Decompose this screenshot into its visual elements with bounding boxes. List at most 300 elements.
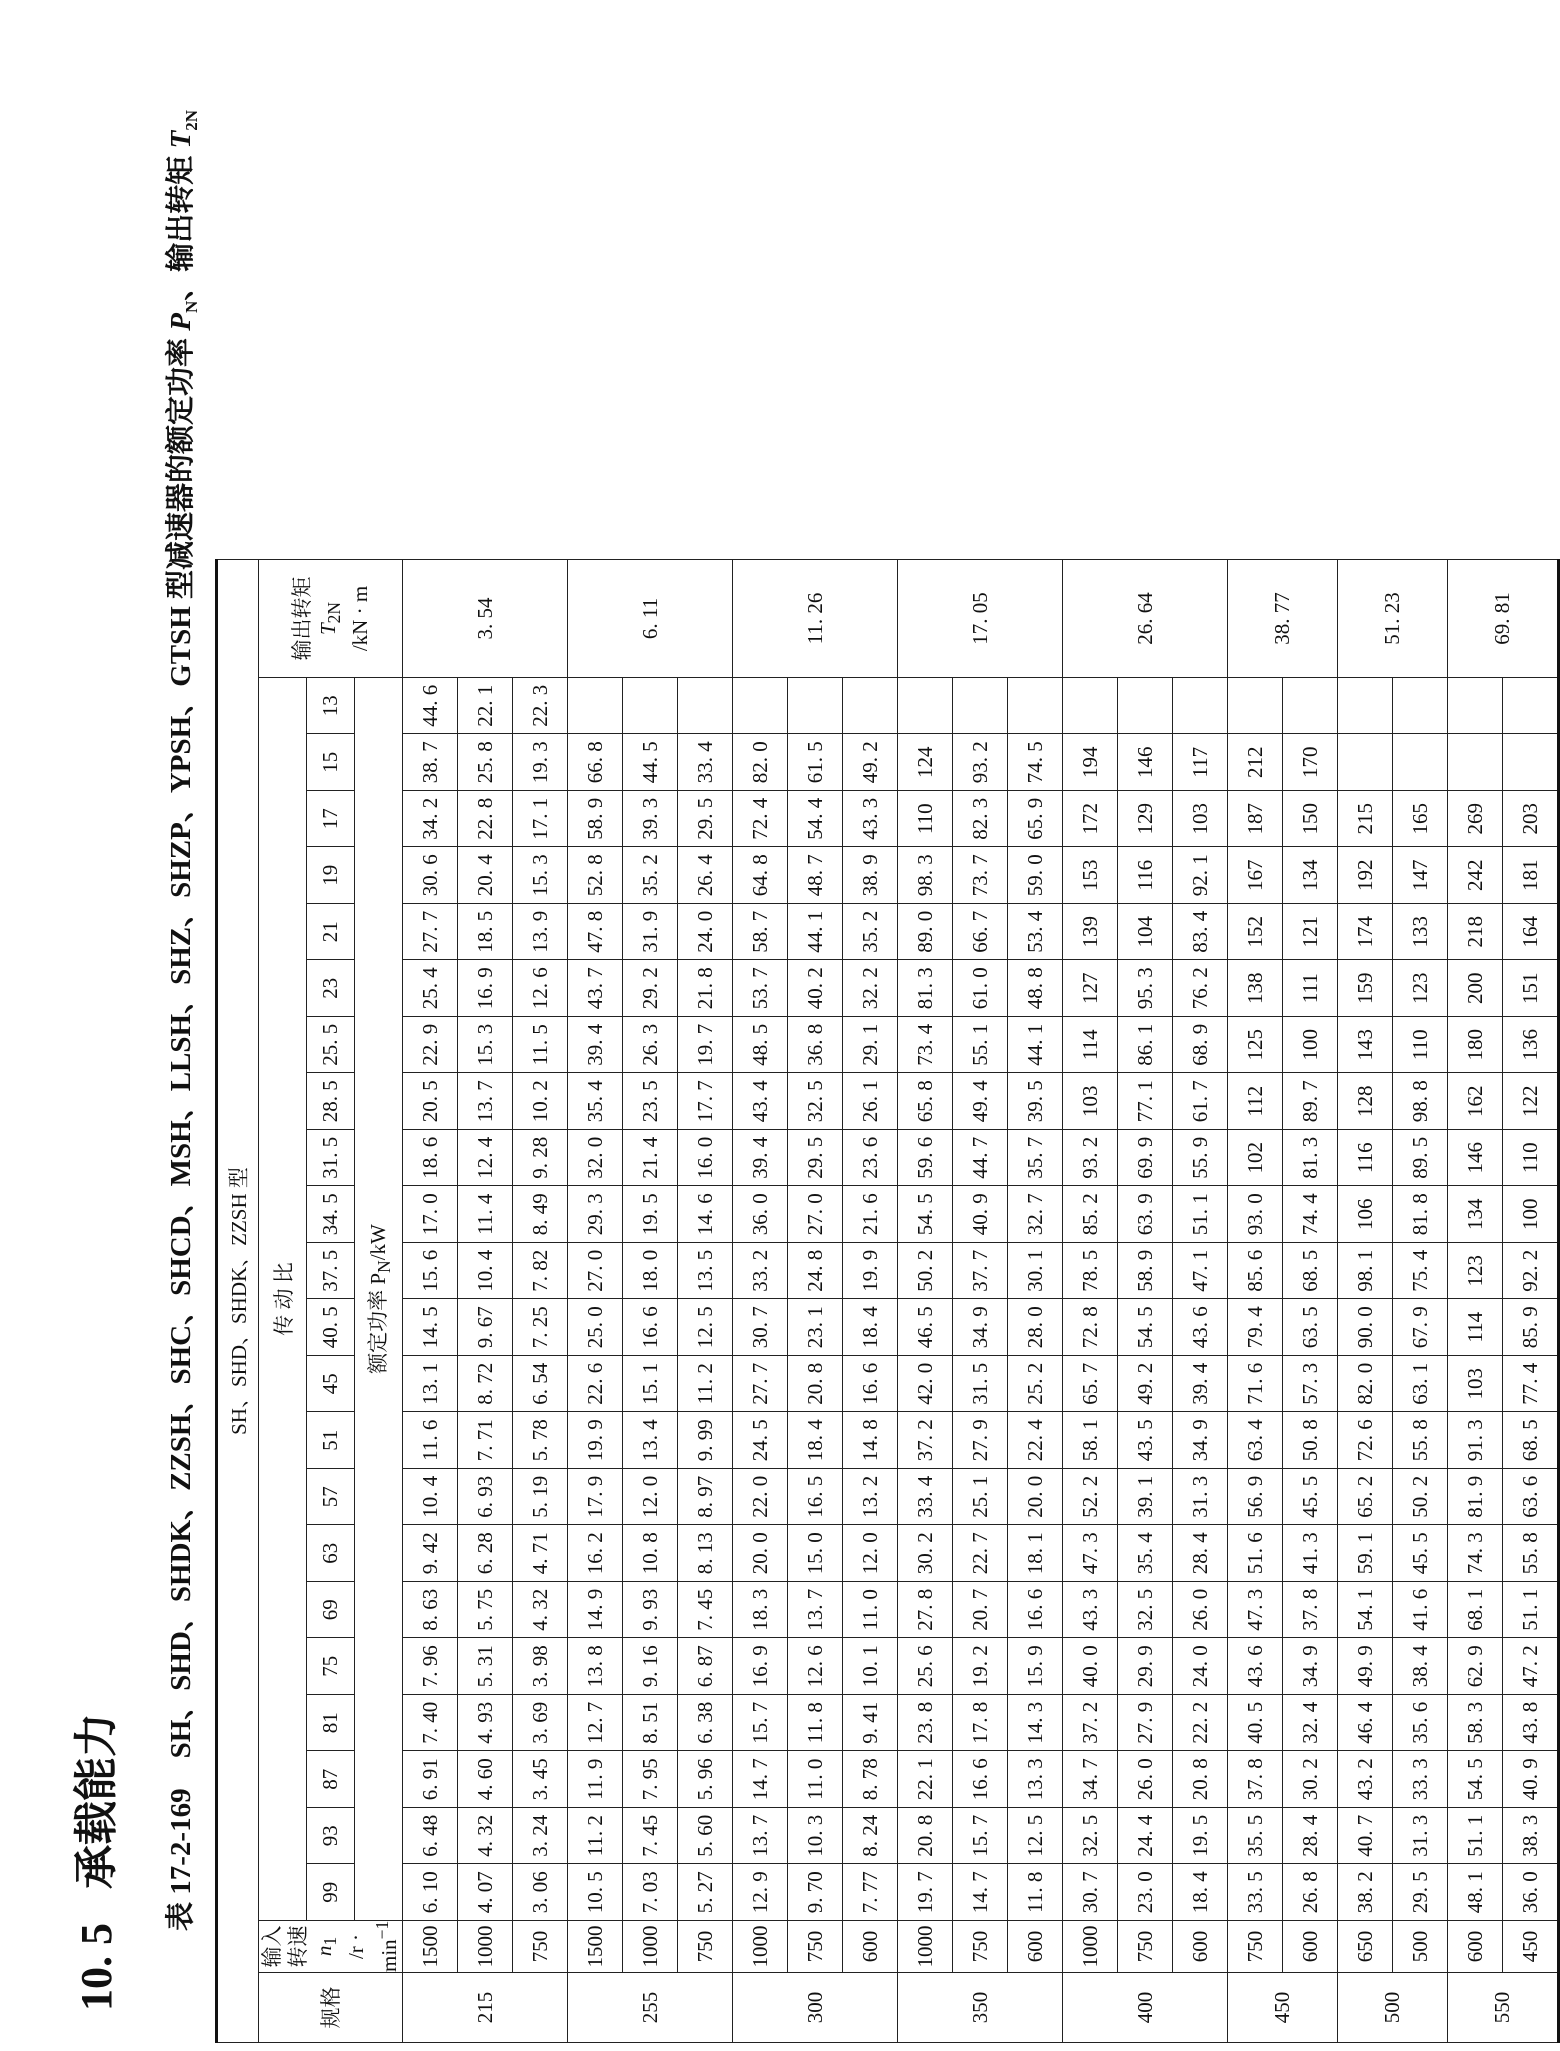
table-title-mid: 、输出转矩: [165, 148, 197, 301]
power-value-cell: 103: [1063, 1073, 1118, 1130]
power-value-cell: 44. 5: [623, 734, 678, 791]
size-cell: 400: [1063, 1973, 1228, 2043]
power-value-cell: 128: [1338, 1073, 1393, 1130]
output-torque-cell: 11. 26: [733, 559, 898, 677]
power-value-cell: 67. 9: [1393, 1299, 1448, 1356]
power-value-cell: 63. 4: [1228, 1412, 1283, 1469]
power-value-cell: 114: [1063, 1017, 1118, 1074]
power-value-cell: 54. 5: [1118, 1299, 1173, 1356]
power-value-cell: 34. 9: [1283, 1638, 1338, 1695]
ratio-cell: 15: [307, 734, 355, 791]
power-value-cell: 172: [1063, 791, 1118, 848]
power-value-cell: 4. 60: [458, 1751, 513, 1808]
power-value-cell: [1283, 678, 1338, 735]
power-value-cell: 6. 87: [678, 1638, 733, 1695]
power-value-cell: 13. 3: [1008, 1751, 1063, 1808]
output-torque-symbol: T: [315, 623, 340, 636]
output-torque-cell: 17. 05: [898, 559, 1063, 677]
ratio-cell: 93: [307, 1808, 355, 1865]
power-value-cell: [1503, 734, 1559, 791]
power-value-cell: 65. 2: [1338, 1469, 1393, 1526]
power-value-cell: 12. 6: [788, 1638, 843, 1695]
power-value-cell: 194: [1063, 734, 1118, 791]
power-value-cell: 48. 8: [1008, 960, 1063, 1017]
power-value-cell: 77. 4: [1503, 1356, 1559, 1413]
power-value-cell: 8. 78: [843, 1751, 898, 1808]
output-torque-header: [259, 559, 403, 677]
power-value-cell: 44. 7: [953, 1130, 1008, 1187]
power-value-cell: 187: [1228, 791, 1283, 848]
power-subscript: N: [181, 300, 201, 313]
power-value-cell: 59. 6: [898, 1130, 953, 1187]
power-value-cell: 18. 5: [458, 904, 513, 961]
power-value-cell: 28. 4: [1283, 1808, 1338, 1865]
power-value-cell: 33. 2: [733, 1243, 788, 1300]
power-value-cell: 49. 2: [843, 734, 898, 791]
power-value-cell: 3. 69: [513, 1695, 568, 1752]
power-value-cell: 20. 5: [403, 1073, 458, 1130]
power-value-cell: 26. 1: [843, 1073, 898, 1130]
power-value-cell: 16. 9: [458, 960, 513, 1017]
power-value-cell: 6. 93: [458, 1469, 513, 1526]
size-cell: 255: [568, 1973, 733, 2043]
power-value-cell: [1228, 678, 1283, 735]
power-value-cell: 35. 2: [843, 904, 898, 961]
power-value-cell: 79. 4: [1228, 1299, 1283, 1356]
power-value-cell: 38. 2: [1338, 1864, 1393, 1921]
power-value-cell: 102: [1228, 1130, 1283, 1187]
power-value-cell: 93. 2: [1063, 1130, 1118, 1187]
power-value-cell: 9. 42: [403, 1525, 458, 1582]
power-value-cell: 32. 5: [788, 1073, 843, 1130]
power-value-cell: 13. 8: [568, 1638, 623, 1695]
power-value-cell: 114: [1448, 1299, 1503, 1356]
input-speed-cell: 650: [1338, 1921, 1393, 1973]
power-value-cell: 78. 5: [1063, 1243, 1118, 1300]
input-speed-cell: 750: [953, 1921, 1008, 1973]
power-value-cell: 76. 2: [1173, 960, 1228, 1017]
power-value-cell: 63. 9: [1118, 1186, 1173, 1243]
power-value-cell: 20. 0: [1008, 1469, 1063, 1526]
power-value-cell: 16. 0: [678, 1130, 733, 1187]
power-value-cell: 180: [1448, 1017, 1503, 1074]
power-value-cell: 32. 2: [843, 960, 898, 1017]
power-value-cell: 12. 5: [1008, 1808, 1063, 1865]
input-speed-cell: 1000: [623, 1921, 678, 1973]
power-value-cell: 22. 8: [458, 791, 513, 848]
rating-table: [215, 559, 1560, 2043]
power-value-cell: 138: [1228, 960, 1283, 1017]
power-value-cell: 127: [1063, 960, 1118, 1017]
table-row: [1393, 559, 1448, 2042]
power-value-cell: 10. 8: [623, 1525, 678, 1582]
power-value-cell: 5. 78: [513, 1412, 568, 1469]
power-value-cell: 133: [1393, 904, 1448, 961]
power-value-cell: 125: [1228, 1017, 1283, 1074]
power-value-cell: 38. 7: [403, 734, 458, 791]
power-value-cell: 40. 2: [788, 960, 843, 1017]
power-value-cell: 22. 1: [458, 678, 513, 735]
power-value-cell: 37. 8: [1283, 1582, 1338, 1639]
power-value-cell: 18. 6: [403, 1130, 458, 1187]
input-speed-exponent: −1: [372, 1920, 393, 1940]
table-caption: [158, 110, 202, 1931]
input-speed-header: [259, 1921, 403, 1973]
power-value-cell: 19. 2: [953, 1638, 1008, 1695]
power-value-cell: 44. 1: [788, 904, 843, 961]
power-value-cell: 58. 9: [1118, 1243, 1173, 1300]
power-value-cell: 18. 4: [1173, 1864, 1228, 1921]
power-value-cell: 8. 13: [678, 1525, 733, 1582]
power-value-cell: 17. 7: [678, 1073, 733, 1130]
power-value-cell: 66. 8: [568, 734, 623, 791]
power-value-cell: 129: [1118, 791, 1173, 848]
power-value-cell: 11. 8: [788, 1695, 843, 1752]
power-value-cell: 40. 9: [953, 1186, 1008, 1243]
power-value-cell: 16. 6: [1008, 1582, 1063, 1639]
power-value-cell: 20. 4: [458, 847, 513, 904]
power-value-cell: 55. 8: [1393, 1412, 1448, 1469]
table-row: [678, 559, 733, 2042]
power-value-cell: 9. 70: [788, 1864, 843, 1921]
power-value-cell: 45. 5: [1393, 1525, 1448, 1582]
size-cell: 215: [403, 1973, 568, 2043]
power-value-cell: 8. 72: [458, 1356, 513, 1413]
power-value-cell: 152: [1228, 904, 1283, 961]
ratio-header: 传 动 比: [259, 678, 307, 1921]
power-value-cell: 49. 2: [1118, 1356, 1173, 1413]
table-row: [403, 559, 458, 2042]
power-value-cell: 58. 1: [1063, 1412, 1118, 1469]
input-speed-unit: /r · min: [344, 1933, 402, 1972]
power-value-cell: 3. 45: [513, 1751, 568, 1808]
power-value-cell: 95. 3: [1118, 960, 1173, 1017]
ratio-cell: 37. 5: [307, 1243, 355, 1300]
power-value-cell: 24. 0: [678, 904, 733, 961]
power-value-cell: 6. 54: [513, 1356, 568, 1413]
power-value-cell: 73. 7: [953, 847, 1008, 904]
power-value-cell: 13. 7: [458, 1073, 513, 1130]
power-value-cell: 4. 32: [458, 1808, 513, 1865]
power-value-cell: 5. 75: [458, 1582, 513, 1639]
power-value-cell: 25. 8: [458, 734, 513, 791]
power-value-cell: 61. 7: [1173, 1073, 1228, 1130]
power-value-cell: 30. 1: [1008, 1243, 1063, 1300]
power-value-cell: 72. 6: [1338, 1412, 1393, 1469]
power-value-cell: 7. 25: [513, 1299, 568, 1356]
power-value-cell: 25. 4: [403, 960, 458, 1017]
power-value-cell: 72. 8: [1063, 1299, 1118, 1356]
power-value-cell: 29. 5: [788, 1130, 843, 1187]
power-value-cell: 4. 07: [458, 1864, 513, 1921]
power-value-cell: 43. 6: [1228, 1638, 1283, 1695]
power-value-cell: 43. 4: [733, 1073, 788, 1130]
power-value-cell: 39. 3: [623, 791, 678, 848]
power-value-cell: 18. 4: [788, 1412, 843, 1469]
ratio-cell: 69: [307, 1582, 355, 1639]
power-value-cell: 39. 1: [1118, 1469, 1173, 1526]
power-value-cell: 14. 5: [403, 1299, 458, 1356]
power-value-cell: 14. 7: [953, 1864, 1008, 1921]
power-value-cell: 8. 63: [403, 1582, 458, 1639]
power-value-cell: 106: [1338, 1186, 1393, 1243]
ratio-cell: 45: [307, 1356, 355, 1413]
power-value-cell: 51. 1: [1448, 1808, 1503, 1865]
power-value-cell: 22. 2: [1173, 1695, 1228, 1752]
power-value-cell: 104: [1118, 904, 1173, 961]
power-value-cell: 82. 0: [733, 734, 788, 791]
power-value-cell: 38. 3: [1503, 1808, 1559, 1865]
power-value-cell: 6. 91: [403, 1751, 458, 1808]
power-value-cell: 41. 6: [1393, 1582, 1448, 1639]
table-row: [458, 559, 513, 2042]
power-value-cell: [1393, 678, 1448, 735]
table-row: [788, 559, 843, 2042]
power-value-cell: 74. 4: [1283, 1186, 1338, 1243]
input-speed-cell: 1000: [898, 1921, 953, 1973]
power-value-cell: 20. 7: [953, 1582, 1008, 1639]
power-value-cell: 42. 0: [898, 1356, 953, 1413]
power-value-cell: 39. 4: [733, 1130, 788, 1187]
input-speed-cell: 1000: [458, 1921, 513, 1973]
power-value-cell: 73. 4: [898, 1017, 953, 1074]
power-value-cell: 34. 9: [1173, 1412, 1228, 1469]
power-value-cell: 21. 4: [623, 1130, 678, 1187]
power-value-cell: 117: [1173, 734, 1228, 791]
power-value-cell: [1393, 734, 1448, 791]
power-value-cell: 68. 9: [1173, 1017, 1228, 1074]
power-value-cell: 13. 5: [678, 1243, 733, 1300]
power-value-cell: 242: [1448, 847, 1503, 904]
power-value-cell: 103: [1448, 1356, 1503, 1413]
power-value-cell: [568, 678, 623, 735]
power-value-cell: 85. 2: [1063, 1186, 1118, 1243]
input-speed-cell: 600: [1008, 1921, 1063, 1973]
size-cell: 450: [1228, 1973, 1338, 2043]
power-value-cell: 11. 4: [458, 1186, 513, 1243]
power-value-cell: 81. 9: [1448, 1469, 1503, 1526]
power-value-cell: 5. 19: [513, 1469, 568, 1526]
input-speed-cell: 600: [1448, 1921, 1503, 1973]
power-value-cell: 18. 0: [623, 1243, 678, 1300]
table-row: [1503, 559, 1559, 2042]
table-row: [1118, 559, 1173, 2042]
power-value-cell: 55. 9: [1173, 1130, 1228, 1187]
power-value-cell: 14. 3: [1008, 1695, 1063, 1752]
power-value-cell: 116: [1338, 1130, 1393, 1187]
power-value-cell: 47. 1: [1173, 1243, 1228, 1300]
power-value-cell: 40. 7: [1338, 1808, 1393, 1865]
ratio-cell: 13: [307, 678, 355, 735]
group-header: SH、SHD、SHDK、ZZSH 型: [217, 559, 259, 2042]
power-value-cell: 12. 0: [623, 1469, 678, 1526]
power-value-cell: 54. 5: [898, 1186, 953, 1243]
power-value-cell: 7. 82: [513, 1243, 568, 1300]
ratio-cell: 21: [307, 904, 355, 961]
power-value-cell: 43. 3: [843, 791, 898, 848]
power-value-cell: 17. 1: [513, 791, 568, 848]
power-value-cell: 23. 5: [623, 1073, 678, 1130]
power-value-cell: 92. 2: [1503, 1243, 1559, 1300]
power-value-cell: 37. 8: [1228, 1751, 1283, 1808]
power-value-cell: 48. 5: [733, 1017, 788, 1074]
power-value-cell: 18. 3: [733, 1582, 788, 1639]
power-value-cell: [898, 678, 953, 735]
table-row: [1283, 559, 1338, 2042]
power-value-cell: 39. 5: [1008, 1073, 1063, 1130]
power-value-cell: 7. 96: [403, 1638, 458, 1695]
power-value-cell: 147: [1393, 847, 1448, 904]
power-value-cell: 146: [1448, 1130, 1503, 1187]
rated-power-label: 额定功率 P: [366, 1272, 391, 1374]
power-value-cell: 82. 0: [1338, 1356, 1393, 1413]
section-title: 承载能力: [72, 1713, 121, 1889]
power-value-cell: 37. 2: [898, 1412, 953, 1469]
power-value-cell: 7. 77: [843, 1864, 898, 1921]
power-value-cell: 57. 3: [1283, 1356, 1338, 1413]
power-value-cell: 51. 6: [1228, 1525, 1283, 1582]
power-value-cell: 33. 4: [898, 1469, 953, 1526]
power-value-cell: 13. 7: [788, 1582, 843, 1639]
power-value-cell: 43. 8: [1503, 1695, 1559, 1752]
power-value-cell: 36. 8: [788, 1017, 843, 1074]
power-value-cell: 10. 3: [788, 1808, 843, 1865]
power-value-cell: 30. 2: [898, 1525, 953, 1582]
power-value-cell: 13. 9: [513, 904, 568, 961]
power-value-cell: 34. 2: [403, 791, 458, 848]
power-value-cell: 27. 9: [1118, 1695, 1173, 1752]
power-value-cell: 181: [1503, 847, 1559, 904]
power-value-cell: 56. 9: [1228, 1469, 1283, 1526]
power-value-cell: 3. 06: [513, 1864, 568, 1921]
power-value-cell: 61. 5: [788, 734, 843, 791]
power-value-cell: 27. 8: [898, 1582, 953, 1639]
power-value-cell: 33. 5: [1228, 1864, 1283, 1921]
power-value-cell: 89. 7: [1283, 1073, 1338, 1130]
power-value-cell: 19. 9: [568, 1412, 623, 1469]
power-value-cell: 21. 6: [843, 1186, 898, 1243]
power-value-cell: 16. 5: [788, 1469, 843, 1526]
power-value-cell: 72. 4: [733, 791, 788, 848]
power-value-cell: 48. 1: [1448, 1864, 1503, 1921]
power-value-cell: 29. 3: [568, 1186, 623, 1243]
input-speed-cell: 600: [1283, 1921, 1338, 1973]
power-value-cell: 24. 8: [788, 1243, 843, 1300]
power-value-cell: 6. 28: [458, 1525, 513, 1582]
input-speed-cell: 1500: [403, 1921, 458, 1973]
power-value-cell: 52. 2: [1063, 1469, 1118, 1526]
power-value-cell: [1338, 678, 1393, 735]
input-speed-cell: 450: [1503, 1921, 1559, 1973]
power-value-cell: 43. 3: [1063, 1582, 1118, 1639]
power-value-cell: 50. 2: [1393, 1469, 1448, 1526]
ratio-cell: 34. 5: [307, 1186, 355, 1243]
power-value-cell: 35. 4: [1118, 1525, 1173, 1582]
size-cell: 500: [1338, 1973, 1448, 2043]
power-value-cell: 47. 3: [1228, 1582, 1283, 1639]
power-value-cell: 40. 9: [1503, 1751, 1559, 1808]
power-value-cell: 22. 0: [733, 1469, 788, 1526]
rating-table-container: [215, 559, 1560, 2043]
power-value-cell: 63. 5: [1283, 1299, 1338, 1356]
input-speed-cell: 750: [1118, 1921, 1173, 1973]
power-value-cell: 17. 9: [568, 1469, 623, 1526]
power-value-cell: 65. 8: [898, 1073, 953, 1130]
power-value-cell: [1063, 678, 1118, 735]
power-value-cell: 34. 7: [1063, 1751, 1118, 1808]
power-value-cell: 12. 5: [678, 1299, 733, 1356]
power-value-cell: 89. 5: [1393, 1130, 1448, 1187]
power-value-cell: 52. 8: [568, 847, 623, 904]
header-row-group: [217, 559, 259, 2042]
power-value-cell: 124: [898, 734, 953, 791]
ratio-cell: 81: [307, 1695, 355, 1752]
power-value-cell: 16. 6: [623, 1299, 678, 1356]
power-value-cell: 43. 7: [568, 960, 623, 1017]
power-value-cell: 10. 1: [843, 1638, 898, 1695]
power-value-cell: 92. 1: [1173, 847, 1228, 904]
power-value-cell: [1008, 678, 1063, 735]
power-value-cell: 71. 6: [1228, 1356, 1283, 1413]
power-value-cell: 61. 0: [953, 960, 1008, 1017]
power-value-cell: 58. 7: [733, 904, 788, 961]
power-value-cell: 9. 41: [843, 1695, 898, 1752]
power-value-cell: 85. 6: [1228, 1243, 1283, 1300]
power-value-cell: 10. 5: [568, 1864, 623, 1921]
power-value-cell: 11. 2: [568, 1808, 623, 1865]
power-value-cell: 19. 9: [843, 1243, 898, 1300]
input-speed-cell: 750: [788, 1921, 843, 1973]
power-value-cell: 151: [1503, 960, 1559, 1017]
size-cell: 350: [898, 1973, 1063, 2043]
power-value-cell: 81. 8: [1393, 1186, 1448, 1243]
table-row: [953, 559, 1008, 2042]
power-value-cell: 22. 4: [1008, 1412, 1063, 1469]
power-value-cell: 269: [1448, 791, 1503, 848]
power-value-cell: 9. 93: [623, 1582, 678, 1639]
power-value-cell: 11. 8: [1008, 1864, 1063, 1921]
power-value-cell: 13. 7: [733, 1808, 788, 1865]
power-value-cell: 35. 2: [623, 847, 678, 904]
power-value-cell: 16. 2: [568, 1525, 623, 1582]
power-value-cell: 15. 7: [953, 1808, 1008, 1865]
power-value-cell: 53. 4: [1008, 904, 1063, 961]
power-value-cell: [623, 678, 678, 735]
power-value-cell: 44. 1: [1008, 1017, 1063, 1074]
ratio-cell: 19: [307, 847, 355, 904]
input-speed-label: 输入转速: [260, 1925, 310, 1968]
ratio-cell: 51: [307, 1412, 355, 1469]
power-value-cell: 8. 97: [678, 1469, 733, 1526]
power-value-cell: 100: [1283, 1017, 1338, 1074]
power-value-cell: 91. 3: [1448, 1412, 1503, 1469]
power-value-cell: 110: [898, 791, 953, 848]
power-value-cell: 19. 7: [678, 1017, 733, 1074]
power-value-cell: 27. 9: [953, 1412, 1008, 1469]
power-value-cell: 19. 3: [513, 734, 568, 791]
table-row: [843, 559, 898, 2042]
power-value-cell: 6. 10: [403, 1864, 458, 1921]
power-value-cell: 8. 49: [513, 1186, 568, 1243]
power-value-cell: 59. 0: [1008, 847, 1063, 904]
output-torque-cell: 26. 64: [1063, 559, 1228, 677]
power-value-cell: 31. 5: [953, 1356, 1008, 1413]
power-value-cell: 123: [1448, 1243, 1503, 1300]
power-value-cell: 36. 0: [1503, 1864, 1559, 1921]
ratio-cell: 75: [307, 1638, 355, 1695]
power-value-cell: 123: [1393, 960, 1448, 1017]
power-value-cell: 5. 96: [678, 1751, 733, 1808]
